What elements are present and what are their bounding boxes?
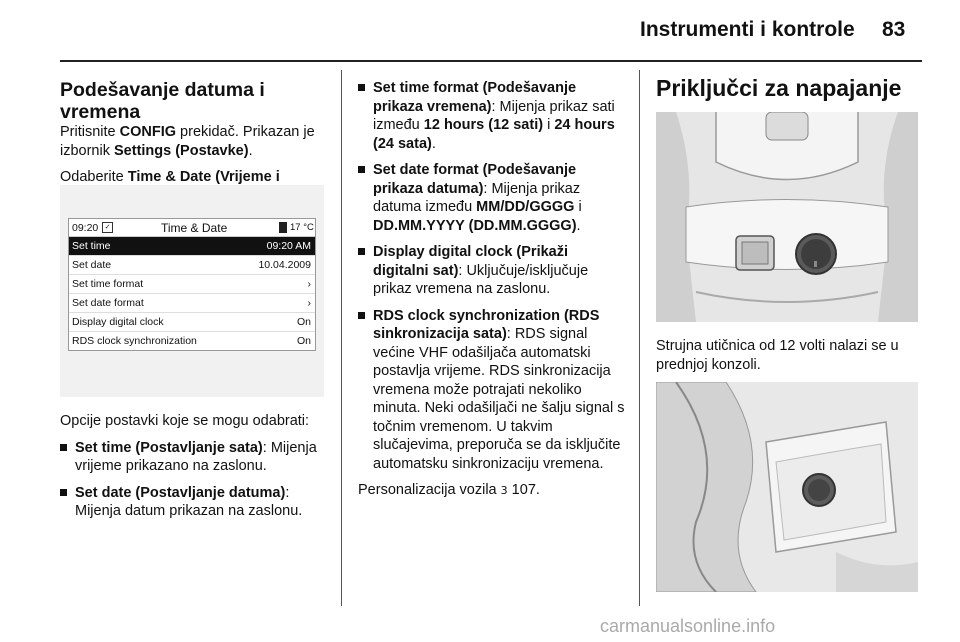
display-status-bar xyxy=(69,219,315,237)
paragraph: Opcije postavki koje se mogu odabrati: xyxy=(60,413,310,429)
list-item: Set date (Postavljanje datuma): Mijenja datum prikazan na zaslonu. xyxy=(60,484,332,521)
socket-photo xyxy=(656,382,918,592)
display-title: Time & Date xyxy=(161,221,228,235)
display-clock: 09:20 xyxy=(72,222,99,234)
page-header-title: Instrumenti i kontrole xyxy=(640,18,855,41)
column-right-caption xyxy=(656,337,926,382)
cross-reference[interactable]: Personalizacija vozila 3 107. xyxy=(358,482,540,498)
column-right xyxy=(656,75,924,101)
display-row-rds-sync[interactable]: RDS clock synchronization On xyxy=(72,335,311,347)
paragraph: Strujna utičnica od 12 volti nalazi se u prednjoj konzoli. xyxy=(656,338,899,373)
header-rule xyxy=(60,60,922,62)
paragraph: Odaberite Time & Date (Vrijeme i xyxy=(60,169,280,185)
section-heading: Priključci za napajanje xyxy=(656,75,902,101)
options-list xyxy=(60,439,332,521)
column-left-lower xyxy=(60,412,332,529)
column-divider xyxy=(341,70,342,606)
column-middle xyxy=(358,79,626,509)
display-temperature: 17 °C xyxy=(290,222,314,233)
paragraph: Pritisnite CONFIG prekidač. Prikazan je izbornik Settings (Postavke). xyxy=(60,124,315,159)
arrow-reference-icon: 3 xyxy=(500,484,508,497)
options-list xyxy=(358,79,626,473)
list-item: Set date format (Podešavanje prikaza datuma): Mijenja prikaz datuma između MM/DD/GGGG i DD.MM.YYYY (DD.MM.GGGG). xyxy=(358,161,626,235)
chevron-right-icon: › xyxy=(307,278,311,290)
list-item: Set time format (Podešavanje prikaza vremena): Mijenja prikaz sati između 12 hours (12 sati) i 24 hours (24 sata). xyxy=(358,79,626,153)
display-row-digital-clock[interactable]: Display digital clock On xyxy=(69,313,315,332)
chevron-right-icon: › xyxy=(307,297,311,309)
display-row-set-time[interactable]: Set time 09:20 AM xyxy=(69,237,315,256)
watermark: carmanualsonline.info xyxy=(600,616,776,636)
display-row-set-date-format[interactable]: Set date format › xyxy=(69,294,315,313)
display-row-set-date[interactable]: Set date 10.04.2009 xyxy=(69,256,315,275)
display-row-set-time-format[interactable]: Set time format › xyxy=(69,275,315,294)
list-item: Display digital clock (Prikaži digitalni sat): Uključuje/isključuje prikaz vremena na zaslonu. xyxy=(358,243,626,299)
section-heading: Podešavanje datuma i vremena xyxy=(60,79,265,123)
display-figure xyxy=(60,185,324,397)
infotainment-display xyxy=(68,218,316,351)
check-icon: ✓ xyxy=(102,222,113,233)
list-item: RDS clock synchronization (RDS sinkronizacija sata): RDS signal većine VHF odašiljača automatski postavlja vrijeme. RDS sinkronizacija vremena može potrajati nekoliko minuta. Neki odašiljači ne šalju signal s točnim vremenom. U takvim slučajevima, preporuča se da isključite automatsku sinkronizaciju vremena. xyxy=(358,307,626,474)
list-item: Set time (Postavljanje sata): Mijenja vrijeme prikazano na zaslonu. xyxy=(60,439,332,476)
column-divider xyxy=(639,70,640,606)
page-number: 83 xyxy=(882,18,906,41)
phone-icon xyxy=(279,222,287,233)
console-photo xyxy=(656,112,918,322)
